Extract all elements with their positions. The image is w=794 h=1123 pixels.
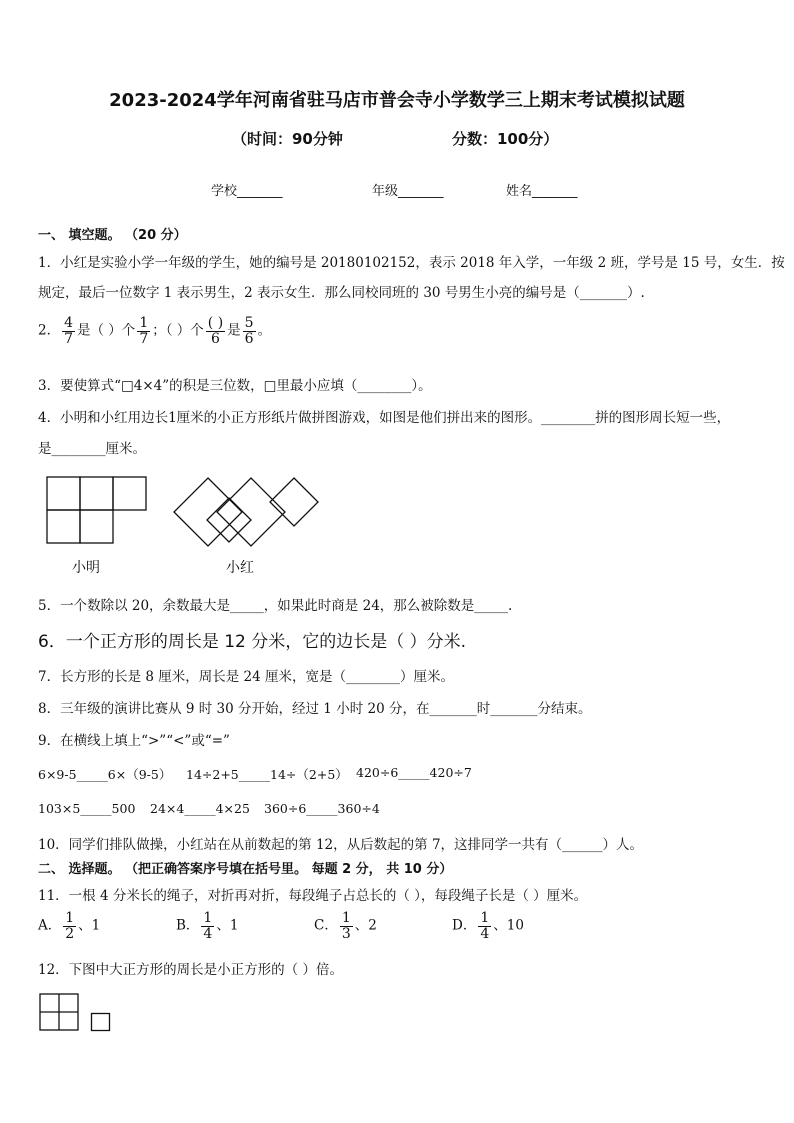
exam-time: （时间：90分钟 [232, 130, 343, 148]
q3: 3．要使算式“□4×4”的积是三位数，□里最小应填（________）。 [38, 378, 432, 394]
q11-option-c: C． $\frac{1}{3}$ 、2 [314, 910, 377, 942]
xiaoming-figure [44, 474, 148, 546]
q2-prefix: 2． [38, 322, 61, 339]
q1-line1: 1．小红是实验小学一年级的学生，她的编号是 20180102152，表示 2018 年入学，一年级 2 班，学号是 15 号，女生．按 [38, 255, 785, 271]
exam-score: 分数：100分） [452, 130, 559, 148]
q9-row1-item1: 6×9-5_____6×（9-5） [38, 767, 172, 782]
q11: 11．一根 4 分米长的绳子，对折再对折，每段绳子占总长的（ ），每段绳子长是（ ）厘米。 [38, 888, 588, 904]
q11-option-b: B． $\frac{1}{4}$ 、1 [176, 910, 239, 942]
q11-option-a: A． $\frac{1}{2}$ 、1 [38, 910, 101, 942]
q11-option-d: D． $\frac{1}{4}$ 、10 [452, 910, 524, 942]
q7: 7．长方形的长是 8 厘米，周长是 24 厘米，宽是（________）厘米。 [38, 669, 455, 685]
q2-text-1: 是（ ）个 [77, 322, 136, 339]
name-field: 姓名_______ [506, 184, 578, 199]
xiaohong-figure [172, 474, 322, 556]
q2-text-2: ；（ ）个 [152, 322, 204, 339]
fraction-4-7: $\frac{4}{7}$ [64, 315, 74, 347]
school-field: 学校_______ [211, 184, 283, 199]
small-square-figure [90, 1012, 112, 1032]
large-square-figure [38, 992, 82, 1032]
q2-text-4: 。 [257, 322, 272, 339]
q10: 10．同学们排队做操，小红站在从前数起的第 12，从后数起的第 7，这排同学一共有（______）人。 [38, 837, 644, 853]
q1-line2: 规定，最后一位数字 1 表示男生，2 表示女生．那么同校同班的 30 号男生小亮的编号是（_______）. [38, 285, 645, 301]
fraction-5-6: $\frac{5}{6}$ [244, 315, 254, 347]
q5: 5．一个数除以 20，余数最大是_____，如果此时商是 24，那么被除数是_____. [38, 598, 513, 614]
q9-row2-item3: 360÷6_____360÷4 [264, 801, 380, 816]
page-title: 2023-2024学年河南省驻马店市普会寺小学数学三上期末考试模拟试题 [109, 90, 685, 111]
grade-field: 年级_______ [372, 184, 444, 199]
figure-label-xiaohong: 小红 [226, 560, 254, 576]
fraction-1-7: $\frac{1}{7}$ [139, 315, 149, 347]
q9-row2-item1: 103×5_____500 [38, 801, 136, 816]
q4-line1: 4．小明和小红用边长1厘米的小正方形纸片做拼图游戏，如图是他们拼出来的图形。________拼的图形周长短一些， [38, 410, 731, 426]
section-2-heading: 二、 选择题。 （把正确答案序号填在括号里。 每题 2 分， 共 10 分） [38, 862, 453, 877]
q9-row1-item3: 420÷6_____420÷7 [356, 765, 472, 780]
q2 [38, 316, 271, 346]
figure-label-xiaoming: 小明 [72, 560, 100, 576]
q6: 6．一个正方形的周长是 12 分米，它的边长是（ ）分米. [38, 632, 467, 652]
q9-row1-item2: 14÷2+5_____14÷（2+5） [186, 767, 348, 782]
section-1-heading: 一、 填空题。 （20 分） [38, 228, 187, 243]
q2-text-3: 是 [227, 322, 241, 339]
q9-row2-item2: 24×4_____4×25 [150, 801, 250, 816]
q8: 8．三年级的演讲比赛从 9 时 30 分开始，经过 1 小时 20 分，在_______时_______分结束。 [38, 701, 592, 717]
fraction-blank-6: $\frac{( )}{6}$ [207, 315, 224, 347]
q12: 12．下图中大正方形的周长是小正方形的（ ）倍。 [38, 962, 343, 978]
q9-prompt: 9．在横线上填上“>”“<”或“=” [38, 733, 230, 749]
q4-line2: 是________厘米。 [38, 441, 146, 457]
